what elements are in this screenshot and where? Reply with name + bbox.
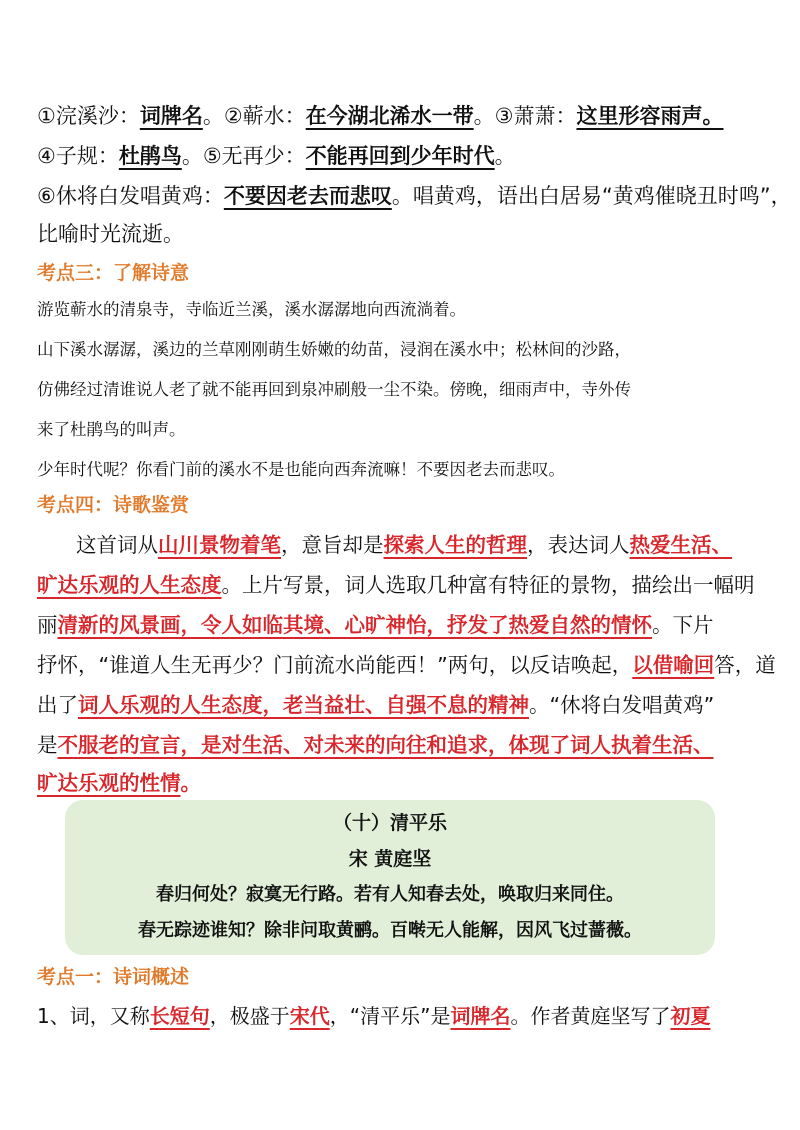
note-term: ③萧萧： xyxy=(494,104,577,128)
poem-box xyxy=(65,800,715,955)
notes-line-4: 比喻时光流逝。 xyxy=(37,222,184,246)
poem-line: 春归何处？寂寞无行路。若有人知春去处，唤取归来同住。 xyxy=(156,884,624,905)
analysis-line-5: 出了词人乐观的人生态度，老当益壮、自强不息的精神。“休将白发唱黄鸡” xyxy=(37,693,715,717)
note-def: 不要因老去而悲叹 xyxy=(223,183,392,208)
analysis-line-1: 这首词从山川景物着笔，意旨却是探索人生的哲理，表达词人热爱生活、 xyxy=(76,533,732,557)
analysis-line-4: 抒怀，“谁道人生无再少？门前流水尚能西！”两句，以反诘唤起，以借喻回答，道 xyxy=(37,653,776,677)
translation-line: 少年时代呢？你看门前的溪水不是也能向西奔流嘛！不要因老去而悲叹。 xyxy=(37,460,565,479)
poem-line: 春无踪迹谁知？除非问取黄鹂。百啭无人能解，因风飞过蔷薇。 xyxy=(138,920,642,941)
section3-heading: 考点三：了解诗意 xyxy=(37,262,190,284)
poem-title: （十）清平乐 xyxy=(332,812,447,834)
analysis-line-3: 丽清新的风景画，令人如临其境、心旷神怡，抒发了热爱自然的情怀。下片 xyxy=(37,613,714,637)
translation-line: 山下溪水潺潺，溪边的兰草刚刚萌生娇嫩的幼苗，浸润在溪水中；松林间的沙路， xyxy=(37,340,631,359)
note-term: ①浣溪沙： xyxy=(37,104,140,128)
notes-line-3: ⑥休将白发唱黄鸡：不要因老去而悲叹。唱黄鸡，语出白居易“黄鸡催晓丑时鸣”， xyxy=(37,183,792,208)
section4-heading: 考点四：诗歌鉴赏 xyxy=(37,494,190,516)
notes-line-1: ①浣溪沙：词牌名。②蕲水：在今湖北浠水一带。③萧萧：这里形容雨声。 xyxy=(37,103,724,128)
note-def: 杜鹃鸟 xyxy=(118,143,182,168)
translation-line: 游览蕲水的清泉寺，寺临近兰溪，溪水潺潺地向西流淌着。 xyxy=(37,300,466,319)
overview-line-1: 1、词，又称长短句，极盛于宋代，“清平乐”是词牌名。作者黄庭坚写了初夏 xyxy=(37,1004,711,1028)
note-def: 词牌名 xyxy=(139,103,203,128)
translation-line: 来了杜鹃鸟的叫声。 xyxy=(37,420,186,439)
note-def: 在今湖北浠水一带 xyxy=(305,103,474,128)
translation-line: 仿佛经过清谁说人老了就不能再回到泉冲刷般一尘不染。傍晚，细雨声中，寺外传 xyxy=(37,380,631,399)
analysis-line-2: 旷达乐观的人生态度。上片写景，词人选取几种富有特征的景物，描绘出一幅明 xyxy=(37,573,755,597)
note-term: ⑤无再少： xyxy=(202,144,306,168)
note-def: 这里形容雨声 xyxy=(576,103,703,128)
note-term: ④子规： xyxy=(37,144,119,168)
note-term: ②蕲水： xyxy=(223,104,306,128)
section1-heading: 考点一：诗词概述 xyxy=(37,966,190,988)
analysis-line-7: 旷达乐观的性情。 xyxy=(37,771,201,795)
poem-author: 宋 黄庭坚 xyxy=(348,848,432,870)
notes-line-2: ④子规：杜鹃鸟。⑤无再少：不能再回到少年时代。 xyxy=(37,143,516,168)
note-term: ⑥休将白发唱黄鸡： xyxy=(37,184,224,208)
note-def: 不能再回到少年时代 xyxy=(305,143,495,168)
analysis-line-6: 是不服老的宣言，是对生活、对未来的向往和追求，体现了词人执着生活、 xyxy=(37,733,714,757)
